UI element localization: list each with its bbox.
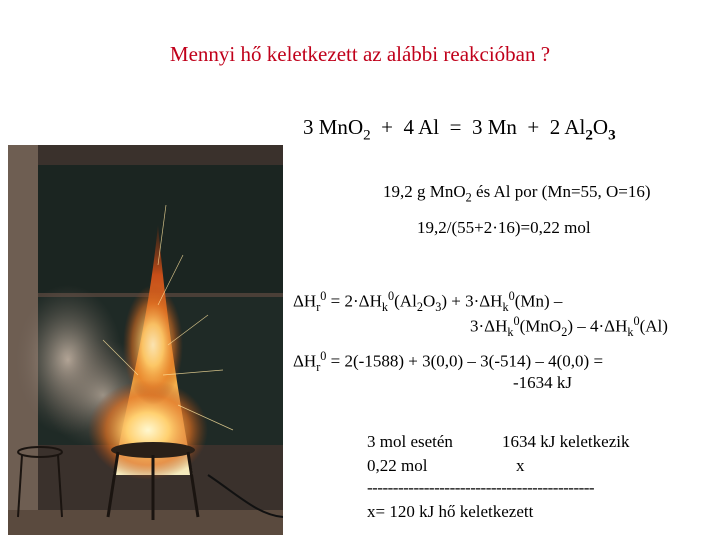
enthalpy-formula-line-1: $\Delta H_r^0 = 2\cdot\Delta H_k^0(Al_2O_3) + 3\cdot\Delta H_k^0(Mn)$ – (293, 289, 563, 314)
proportion-divider: -------------------------------------------- (367, 478, 595, 497)
final-answer: x= 120 kJ hő keletkezett (367, 502, 534, 521)
proportion-row-1-value: 1634 kJ keletkezik (502, 432, 630, 451)
enthalpy-calculation-line-1: $\Delta H_r^0 = 2(-1588) + 3(0,0) - 3(-514) - 4(0,0)$ = (293, 349, 604, 374)
proportion-row-2-value: x (516, 456, 525, 475)
enthalpy-formula-line-2: $3\cdot\Delta H_k^0(MnO_2) - 4\cdot\Delta H_k^0(Al)$ (470, 314, 668, 339)
slide-title: Mennyi hő keletkezett az alábbi reakcióban ? (169, 42, 551, 66)
reaction-equation: 3 MnO$_2$ + 4 Al = 3 Mn + 2 $Al_2O_3$ (303, 115, 616, 144)
enthalpy-result: -1634 kJ (513, 373, 573, 392)
moles-calculation: 19,2/(55+2·16)=0,22 mol (417, 218, 591, 237)
proportion-row-1-label: 3 mol esetén (367, 432, 453, 451)
given-mass-line: 19,2 g MnO$_2$ és Al por (Mn=55, O=16) (383, 182, 651, 205)
proportion-row-2-label: 0,22 mol (367, 456, 428, 475)
thermite-reaction-photo (8, 145, 283, 535)
